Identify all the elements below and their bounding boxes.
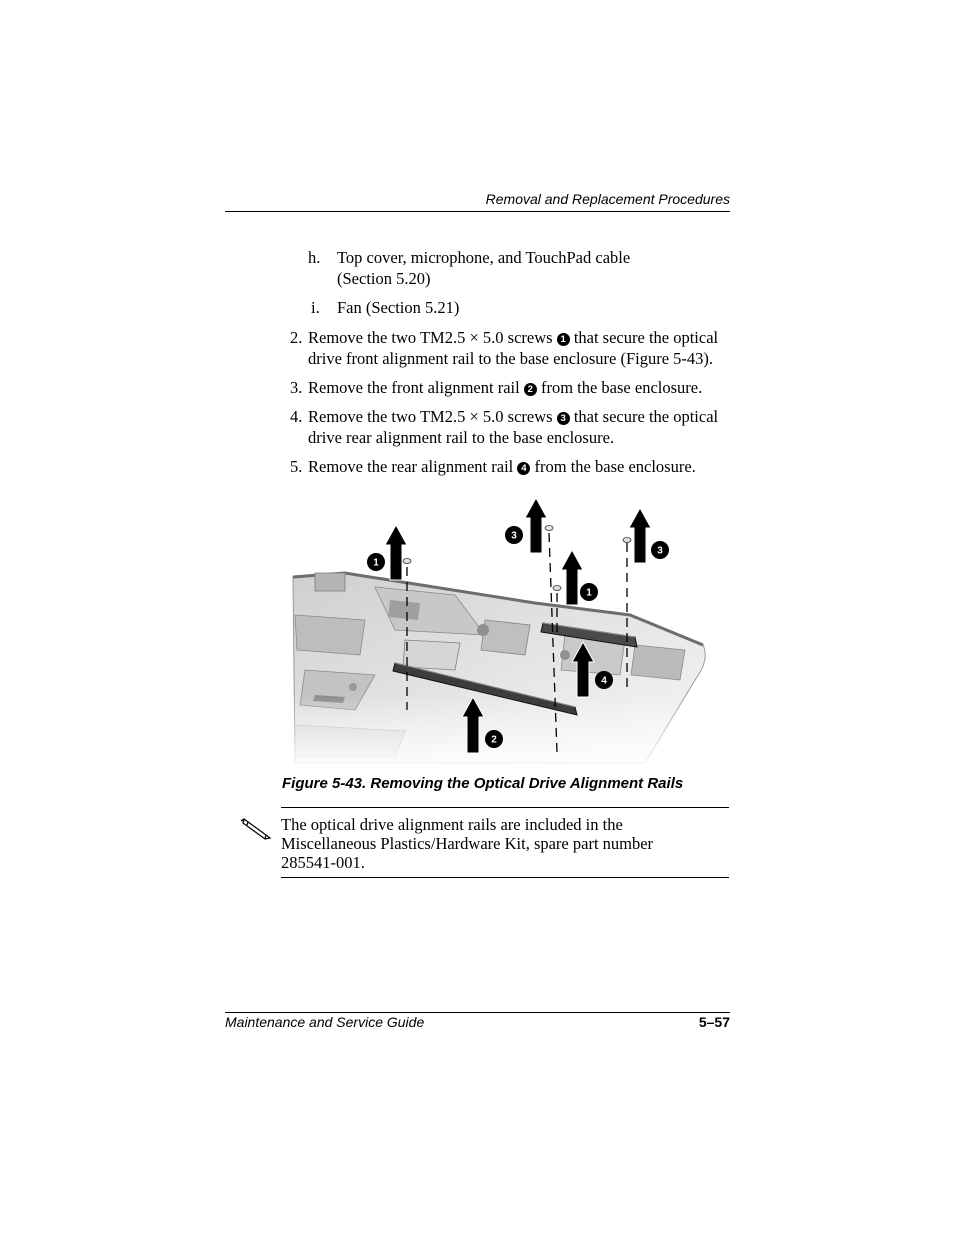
note-line-1: The optical drive alignment rails are included in the: [281, 815, 623, 834]
figure-callout-label: 1: [373, 557, 379, 569]
note-top-rule: [281, 807, 729, 808]
pencil-icon: [240, 815, 274, 841]
step-4-marker: 4.: [290, 407, 303, 426]
step-2-text: Remove the two TM2.5 × 5.0 screws: [308, 328, 557, 347]
step-3-line1: [308, 377, 702, 398]
running-header: Removal and Replacement Procedures: [485, 191, 730, 207]
figure-callout-label: 4: [601, 675, 607, 687]
note-text: [281, 815, 721, 872]
callout-1-icon: 1: [557, 333, 570, 346]
step-3-marker: 3.: [290, 378, 303, 397]
lift-arrow-3b: [629, 508, 651, 563]
note-bottom-rule: [281, 877, 729, 878]
figure-callout-2: [505, 526, 523, 544]
substep-h-marker: h.: [308, 248, 321, 267]
figure-caption: Figure 5-43. Removing the Optical Drive Alignment Rails: [282, 775, 684, 792]
callout-3-icon: 3: [557, 412, 570, 425]
substep-h-line2: (Section 5.20): [337, 269, 431, 288]
step-5-text: Remove the rear alignment rail: [308, 457, 518, 476]
figure-callout-label: 3: [511, 530, 517, 542]
step-3-text-post: from the base enclosure.: [536, 378, 703, 397]
substep-h-line1: Top cover, microphone, and TouchPad cable: [337, 248, 631, 267]
figure-callout-label: 1: [586, 587, 592, 599]
step-5-line1: [308, 456, 696, 477]
substep-i-line1: Fan (Section 5.21): [337, 298, 460, 317]
step-2-marker: 2.: [290, 328, 303, 347]
note-line-2: Miscellaneous Plastics/Hardware Kit, spare part number: [281, 834, 654, 853]
figure-callout-6: [485, 730, 503, 748]
alignment-rails-illustration: [285, 495, 715, 770]
step-2-line1: [308, 327, 718, 348]
step-4-line1: [308, 406, 718, 427]
callout-4-icon: 4: [517, 462, 530, 475]
figure-callout-3: [580, 583, 598, 601]
step-4-line2: drive rear alignment rail to the base enclosure.: [308, 428, 615, 447]
step-2-line2: drive front alignment rail to the base enclosure (Figure 5-43).: [308, 349, 714, 368]
step-4-text-post: that secure the optical: [569, 407, 719, 426]
step-4-text: Remove the two TM2.5 × 5.0 screws: [308, 407, 557, 426]
note-line-3: 285541-001.: [281, 853, 365, 872]
figure-callout-4: [651, 541, 669, 559]
step-5-marker: 5.: [290, 457, 303, 476]
step-2-text-post: that secure the optical: [569, 328, 719, 347]
figure-callout-5: [595, 671, 613, 689]
figure-callout-1: [367, 553, 385, 571]
header-rule: [225, 211, 730, 212]
figure-callout-label: 2: [491, 734, 497, 746]
footer-rule: [225, 1012, 730, 1013]
lift-arrow-1a: [385, 525, 407, 580]
figure-callout-label: 3: [657, 545, 663, 557]
step-5-text-post: from the base enclosure.: [530, 457, 696, 476]
substep-i-marker: i.: [311, 298, 320, 317]
lift-arrow-3a: [525, 498, 547, 553]
footer-guide-title: Maintenance and Service Guide: [225, 1014, 425, 1030]
lift-arrow-1b: [561, 550, 583, 605]
callout-2-icon: 2: [524, 383, 537, 396]
page-number: 5–57: [698, 1014, 730, 1030]
step-3-text: Remove the front alignment rail: [308, 378, 524, 397]
